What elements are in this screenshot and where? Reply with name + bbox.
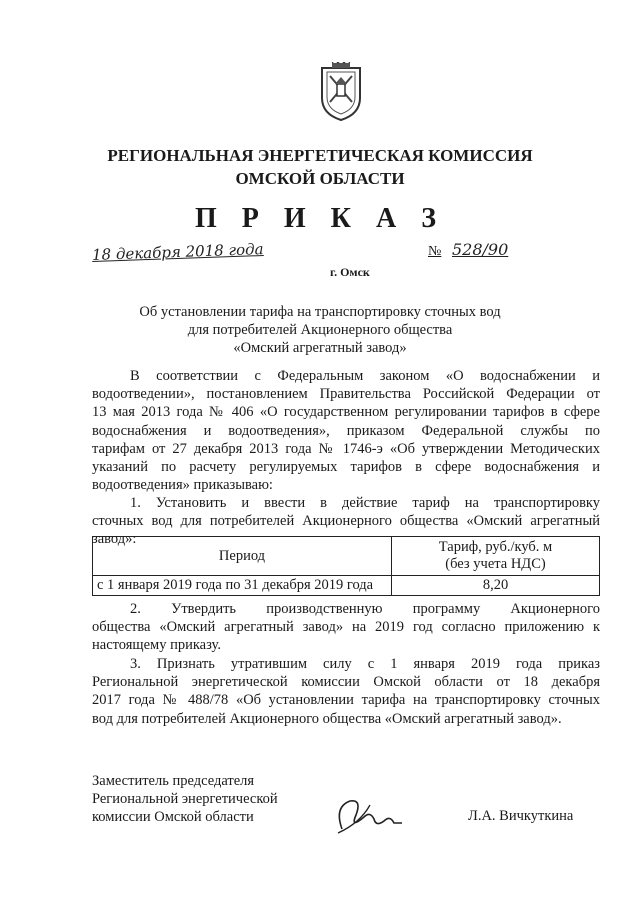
item-1-line: завод»:	[92, 531, 137, 548]
coat-of-arms-emblem	[318, 62, 364, 122]
item-3-line: 3. Признать утратившим силу с 1 января 2019 года приказ	[130, 656, 600, 672]
preamble-line: В соответствии с Федеральным законом «О водоснабжении и	[130, 368, 600, 384]
preamble-line: 13 мая 2013 года № 406 «О государственном регулировании тарифов в сфере	[92, 404, 600, 421]
preamble-line: тарифам от 27 декабря 2013 года № 1746-э «Об утверждении Методических	[92, 440, 600, 457]
preamble-line: указаний по расчету регулируемых тарифов в сфере водоснабжения и	[92, 459, 600, 476]
org-name-line2: ОМСКОЙ ОБЛАСТИ	[235, 169, 405, 188]
item-3-line: вод для потребителей Акционерного общества «Омский агрегатный завод».	[92, 710, 562, 727]
column-header-tariff-line2: (без учета НДС)	[445, 556, 546, 572]
order-date-handwritten: 18 декабря 2018 года	[91, 240, 264, 264]
item-1-line: сточных вод для потребителей Акционерного общества «Омский агрегатный	[92, 513, 600, 530]
city-label: г. Омск	[330, 265, 370, 279]
preamble-line: водоснабжения и водоотведения», приказом Федеральной службы по	[92, 422, 600, 439]
preamble	[92, 367, 600, 494]
subject-line: Об установлении тарифа на транспортировку сточных вод	[139, 304, 501, 320]
signatory-name: Л.А. Вичкуткина	[468, 808, 574, 824]
item-2-line: общества «Омский агрегатный завод» на 2019 год согласно приложению к	[92, 619, 600, 636]
table-cell-tariff: 8,20	[392, 576, 600, 596]
table-header-row	[93, 537, 600, 576]
signatory-position-line: Заместитель председателя	[92, 773, 255, 789]
item-2	[92, 600, 600, 655]
signatory-position-line: комиссии Омской области	[92, 809, 254, 825]
item-2-line: 2. Утвердить производственную программу Акционерного	[130, 601, 600, 617]
preamble-line: водоотведении», постановлением Правительства Российской Федерации от	[92, 386, 600, 403]
column-header-tariff	[392, 537, 600, 576]
table-row	[93, 576, 600, 596]
document-title: П Р И К А З	[195, 203, 445, 234]
item-3-line: 2017 года № 488/78 «Об установлении тарифа на транспортировку сточных	[92, 692, 600, 709]
handwritten-signature	[330, 793, 420, 839]
table-cell-period: с 1 января 2019 года по 31 декабря 2019 года	[93, 576, 392, 596]
subject-line: «Омский агрегатный завод»	[233, 340, 407, 356]
item-3-line: Региональной энергетической комиссии Омской области от 18 декабря	[92, 674, 600, 691]
item-3	[92, 655, 600, 728]
tariff-table	[92, 536, 600, 596]
column-header-period: Период	[93, 537, 392, 576]
order-number-label: №	[428, 244, 442, 259]
column-header-tariff-line1: Тариф, руб./куб. м	[438, 539, 553, 555]
subject-line: для потребителей Акционерного общества	[187, 322, 453, 338]
order-subject	[90, 303, 550, 357]
preamble-line: водоотведения» приказываю:	[92, 477, 273, 494]
order-number-handwritten: 528/90	[452, 240, 509, 259]
item-2-line: настоящему приказу.	[92, 637, 221, 654]
org-name-line1: РЕГИОНАЛЬНАЯ ЭНЕРГЕТИЧЕСКАЯ КОМИССИЯ	[107, 146, 533, 165]
signatory-position-line: Региональной энергетической	[92, 791, 278, 807]
item-1-line: 1. Установить и ввести в действие тариф на транспортировку	[130, 495, 600, 511]
signatory-position	[92, 772, 278, 826]
